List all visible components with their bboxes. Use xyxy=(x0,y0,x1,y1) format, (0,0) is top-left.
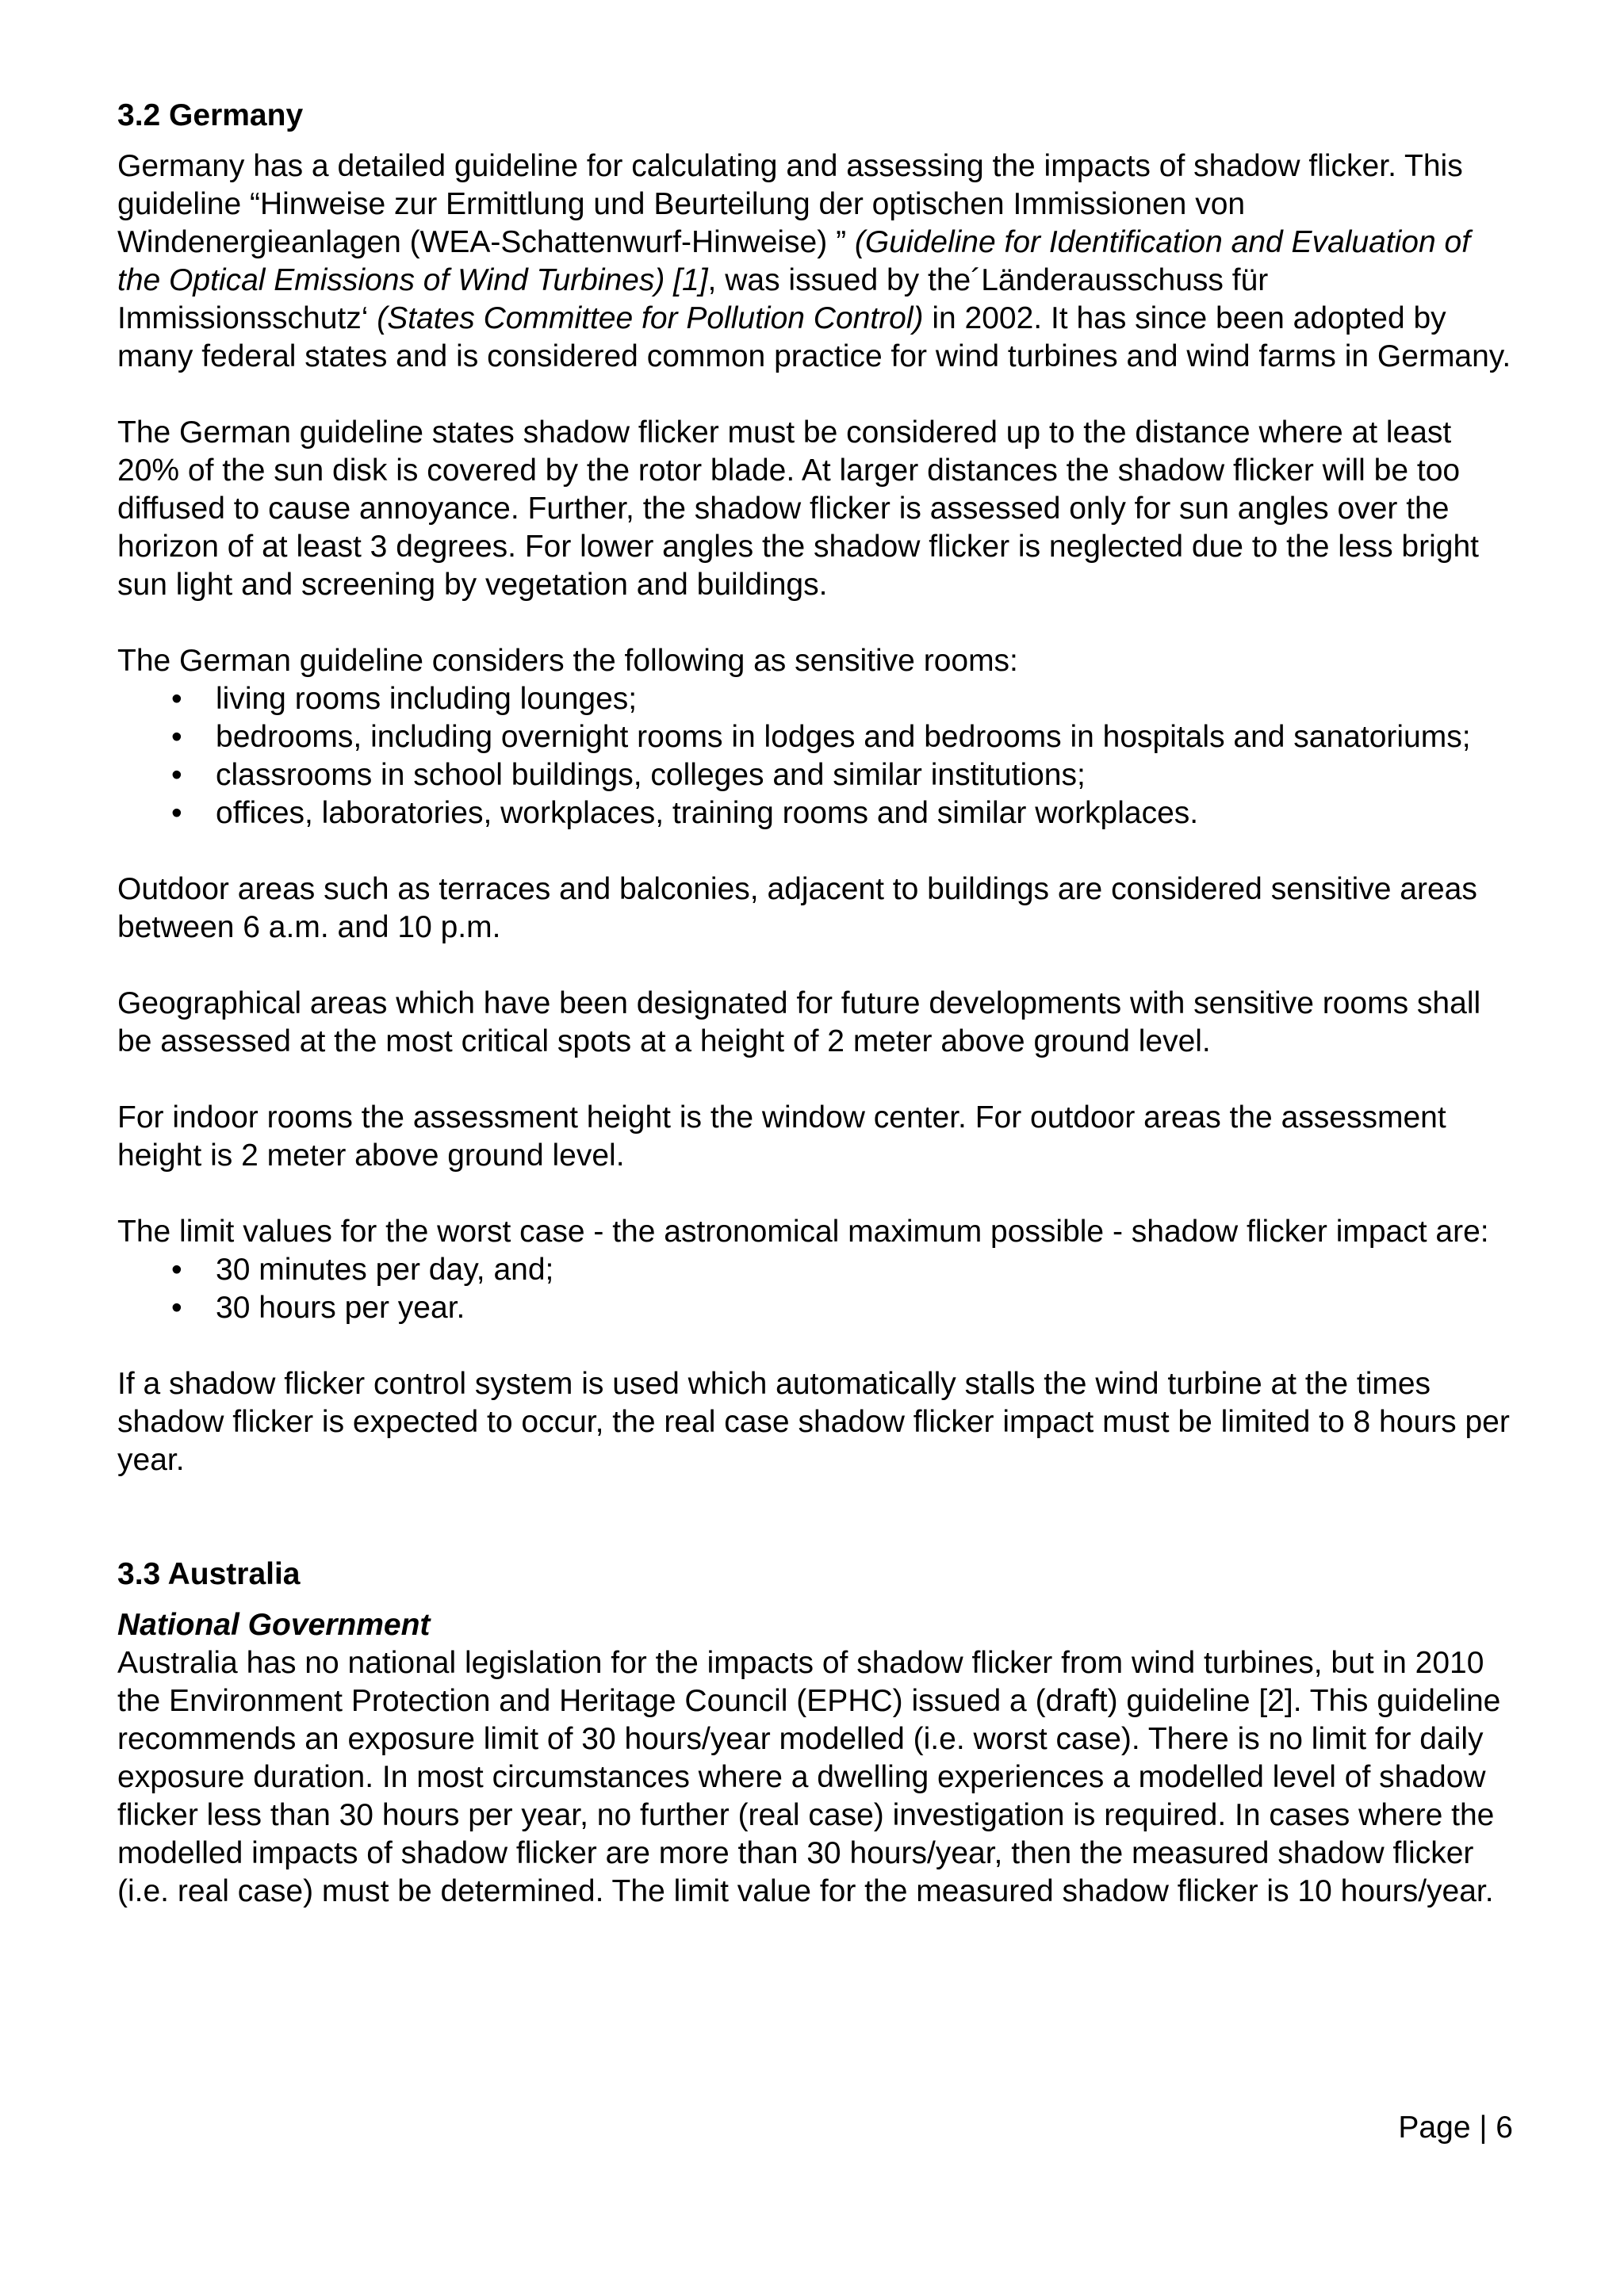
list-item xyxy=(117,718,1513,756)
page-number: Page | 6 xyxy=(1398,2110,1513,2145)
list-item xyxy=(117,1251,1513,1289)
text-run: , was issued by the´Länderausschuss für Immissionsschutz‘ xyxy=(117,263,1269,335)
list-item-text: offices, laboratories, workplaces, training rooms and similar workplaces. xyxy=(216,796,1199,830)
bullet-icon: • xyxy=(171,682,182,716)
paragraph-sun-disk: The German guideline states shadow flicker must be considered up to the distance where at least 20% of the sun disk is covered by the rotor blade. At larger distances the shadow flicker will be too diffused to cause annoyance. Further, the shadow flicker is assessed only for sun angles over the horizon of at least 3 degrees. For lower angles the shadow flicker is neglected due to the less bright sun light and screening by vegetation and buildings. xyxy=(117,415,1479,602)
section-heading-germany: 3.2 Germany xyxy=(117,98,304,132)
section-australia xyxy=(117,1556,1513,1911)
paragraph-outdoor-areas: Outdoor areas such as terraces and balconies, adjacent to buildings are considered sensitive areas between 6 a.m. and 10 p.m. xyxy=(117,872,1477,944)
list-limit-values xyxy=(117,1251,1513,1327)
list-item-text: bedrooms, including overnight rooms in lodges and bedrooms in hospitals and sanatoriums; xyxy=(216,720,1471,754)
bullet-icon: • xyxy=(171,758,182,792)
list-item-text: 30 minutes per day, and; xyxy=(216,1253,554,1287)
text-run: Germany has a detailed guideline for calculating and assessing the impacts of shadow flicker. This guideline “Hinweise zur Ermittlung und Beurteilung der optischen Immissionen von Windenergieanlagen (WEA-Schattenwurf-Hinweise) ” xyxy=(117,149,1463,259)
bullet-icon: • xyxy=(171,1253,182,1287)
paragraph-sensitive-rooms-intro: The German guideline considers the following as sensitive rooms: xyxy=(117,644,1018,678)
section-heading-australia: 3.3 Australia xyxy=(117,1557,301,1591)
paragraph-limit-values-intro: The limit values for the worst case - the astronomical maximum possible - shadow flicker impact are: xyxy=(117,1215,1489,1249)
text-run: in 2002. It has since been adopted by many federal states and is considered common practice for wind turbines and wind farms in Germany. xyxy=(117,301,1511,373)
paragraph-geographical-areas: Geographical areas which have been designated for future developments with sensitive rooms shall be assessed at the most critical spots at a height of 2 meter above ground level. xyxy=(117,986,1481,1058)
paragraph-australia-national: Australia has no national legislation for the impacts of shadow flicker from wind turbines, but in 2010 the Environment Protection and Heritage Council (EPHC) issued a (draft) guideline [2]. This guideline recommends an exposure limit of 30 hours/year modelled (i.e. worst case). There is no limit for daily exposure duration. In most circumstances where a dwelling experiences a modelled level of shadow flicker less than 30 hours per year, no further (real case) investigation is required. In cases where the modelled impacts of shadow flicker are more than 30 hours/year, then the measured shadow flicker (i.e. real case) must be determined. The limit value for the measured shadow flicker is 10 hours/year. xyxy=(117,1646,1501,1908)
paragraph-control-system: If a shadow flicker control system is used which automatically stalls the wind turbine at the times shadow flicker is expected to occur, the real case shadow flicker impact must be limited to 8 hours per year. xyxy=(117,1367,1510,1477)
list-item xyxy=(117,680,1513,718)
paragraph-germany-intro xyxy=(117,147,1513,376)
document-page xyxy=(117,97,1513,1911)
bullet-icon: • xyxy=(171,1291,182,1325)
list-item-text: 30 hours per year. xyxy=(216,1291,465,1325)
list-item xyxy=(117,756,1513,794)
list-sensitive-rooms xyxy=(117,680,1513,832)
subheading-national-government: National Government xyxy=(117,1608,431,1642)
paragraph-assessment-height: For indoor rooms the assessment height is the window center. For outdoor areas the assessment height is 2 meter above ground level. xyxy=(117,1100,1446,1173)
bullet-icon: • xyxy=(171,796,182,830)
list-item xyxy=(117,1289,1513,1327)
list-item xyxy=(117,794,1513,832)
list-item-text: classrooms in school buildings, colleges and similar institutions; xyxy=(216,758,1086,792)
list-item-text: living rooms including lounges; xyxy=(216,682,638,716)
italic-text-run: (States Committee for Pollution Control) xyxy=(377,301,924,335)
italic-text-run: (Guideline for Identification and Evaluation of the Optical Emissions of Wind Turbines) [1] xyxy=(117,225,1471,297)
bullet-icon: • xyxy=(171,720,182,754)
